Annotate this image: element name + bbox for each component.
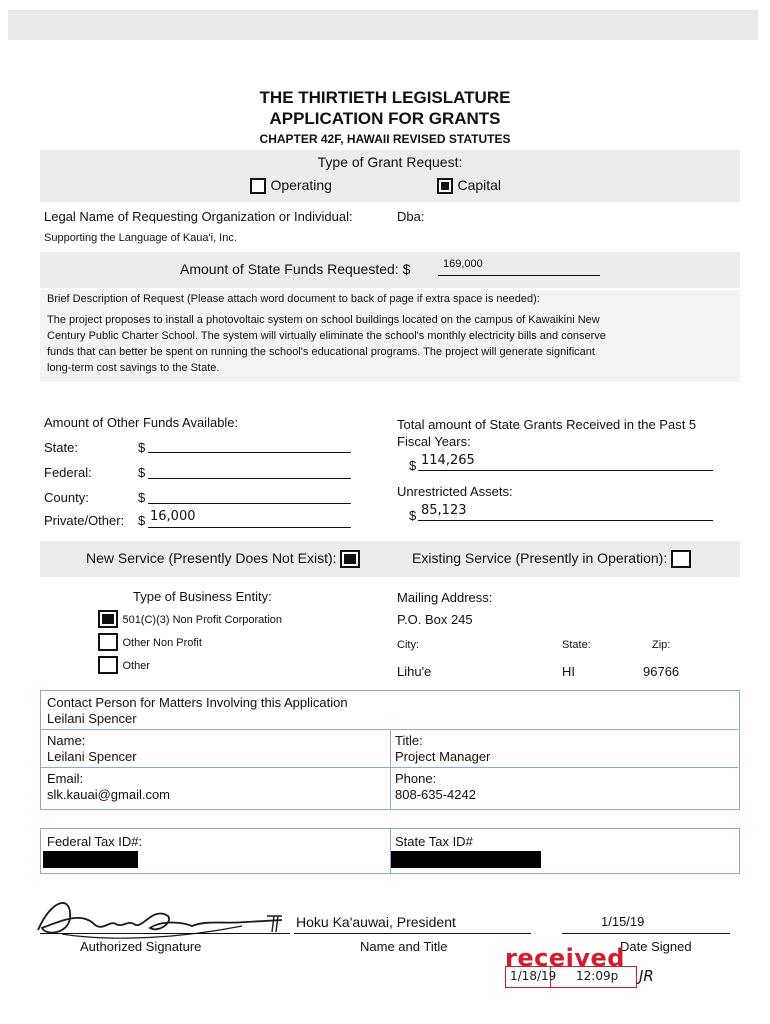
- description-line: Century Public Charter School. The system will virtually eliminate the school's monthly electricity bills and conserve: [47, 330, 606, 342]
- state-dollar: $: [138, 440, 146, 455]
- business-option-label: Other Non Profit: [122, 637, 202, 650]
- unrestricted-dollar: $: [409, 508, 417, 523]
- date-signed-value: 1/15/19: [601, 914, 645, 929]
- state-funds-label: State:: [44, 440, 78, 455]
- capital-option[interactable]: [437, 177, 501, 195]
- city-value: Lihu'e: [397, 664, 432, 679]
- state-funds-field[interactable]: [148, 452, 351, 453]
- mailing-address-label: Mailing Address:: [397, 590, 493, 605]
- zip-value: 96766: [643, 664, 680, 679]
- federal-funds-field[interactable]: [148, 478, 351, 479]
- received-time: 12:09p: [576, 969, 619, 983]
- unrestricted-assets-field[interactable]: [418, 520, 713, 521]
- contact-email-value: slk.kauai@gmail.com: [47, 787, 171, 802]
- county-funds-field[interactable]: [148, 503, 351, 504]
- description-section: [40, 290, 740, 382]
- federal-funds-label: Federal:: [44, 465, 92, 480]
- business-checkbox[interactable]: [98, 633, 118, 651]
- business-option-other-nonprofit[interactable]: [98, 633, 202, 651]
- federal-tax-id-label: Federal Tax ID#:: [47, 834, 143, 849]
- authorized-signature-label: Authorized Signature: [80, 939, 202, 954]
- name-title-value: Hoku Ka'auwai, President: [296, 914, 456, 930]
- handwritten-signature: [32, 890, 292, 945]
- contact-phone-value: 808-635-4242: [395, 787, 476, 802]
- grants-received-label-2: Fiscal Years:: [397, 434, 471, 449]
- grants-dollar: $: [409, 458, 417, 473]
- description-line: The project proposes to install a photovoltaic system on school buildings located on the campus of Kawaikini New: [47, 314, 600, 326]
- business-option-other[interactable]: [98, 656, 150, 674]
- capital-checkbox[interactable]: [437, 178, 453, 194]
- application-title: APPLICATION FOR GRANTS: [269, 109, 501, 128]
- business-option-label: Other: [122, 660, 150, 673]
- contact-title-label: Title:: [395, 733, 423, 748]
- new-service-label: New Service (Presently Does Not Exist):: [86, 550, 337, 566]
- grants-received-label: Total amount of State Grants Received in the Past 5: [397, 417, 697, 432]
- existing-service-checkbox[interactable]: [671, 550, 691, 568]
- amount-section: [40, 252, 740, 288]
- operating-option[interactable]: [250, 177, 332, 195]
- operating-checkbox[interactable]: [250, 178, 266, 194]
- grant-type-label: Type of Grant Request:: [317, 154, 463, 170]
- service-section: [40, 541, 740, 577]
- state-tax-id-label: State Tax ID#: [395, 834, 473, 849]
- org-name-label: Legal Name of Requesting Organization or Individual:: [44, 209, 353, 224]
- existing-service-label: Existing Service (Presently in Operation):: [412, 550, 668, 566]
- date-signed-label: Date Signed: [620, 939, 692, 954]
- name-title-label: Name and Title: [360, 939, 448, 954]
- contact-title-value: Project Manager: [395, 749, 491, 764]
- org-name-value: Supporting the Language of Kaua'i, Inc.: [44, 232, 237, 244]
- contact-divider: [41, 767, 738, 768]
- private-funds-field[interactable]: [148, 527, 351, 528]
- signature-line: [40, 933, 290, 934]
- business-checkbox[interactable]: [98, 656, 118, 674]
- description-line: funds that can better be spent on running the school's educational programs. The project will generate significant: [47, 346, 595, 358]
- name-title-line: [294, 933, 531, 934]
- county-funds-label: County:: [44, 490, 89, 505]
- unrestricted-assets-value: 85,123: [421, 503, 467, 518]
- state-value: HI: [562, 664, 575, 679]
- federal-tax-id-redaction: [43, 851, 138, 868]
- contact-vertical-divider: [390, 729, 391, 809]
- capital-label: Capital: [457, 177, 502, 193]
- state-tax-id-redaction: [391, 851, 541, 868]
- legislature-title: THE THIRTIETH LEGISLATURE: [259, 88, 511, 107]
- business-option-label: 501(C)(3) Non Profit Corporation: [122, 614, 283, 627]
- existing-service-option[interactable]: [412, 550, 691, 568]
- contact-header: Contact Person for Matters Involving this Application: [47, 695, 348, 710]
- contact-person: Leilani Spencer: [47, 711, 137, 726]
- contact-email-label: Email:: [47, 771, 84, 786]
- state-label: State:: [562, 639, 591, 651]
- scan-top-bar: [8, 10, 758, 40]
- description-label: Brief Description of Request (Please attach word document to back of page if extra space is needed):: [47, 293, 540, 305]
- amount-line: [438, 274, 600, 276]
- mailing-address-value: P.O. Box 245: [397, 612, 473, 627]
- contact-name-value: Leilani Spencer: [47, 749, 137, 764]
- amount-label: Amount of State Funds Requested: $: [180, 261, 411, 277]
- grants-received-value: 114,265: [421, 453, 475, 468]
- private-funds-label: Private/Other:: [44, 513, 125, 528]
- new-service-checkbox[interactable]: [340, 550, 360, 568]
- other-funds-label: Amount of Other Funds Available:: [44, 415, 239, 430]
- unrestricted-assets-label: Unrestricted Assets:: [397, 484, 513, 499]
- description-text: [47, 312, 606, 376]
- contact-phone-label: Phone:: [395, 771, 437, 786]
- zip-label: Zip:: [652, 639, 671, 651]
- private-dollar: $: [138, 513, 146, 528]
- chapter-subtitle: CHAPTER 42F, HAWAII REVISED STATUTES: [259, 132, 511, 146]
- grants-received-field[interactable]: [418, 470, 713, 471]
- tax-id-box: [40, 828, 740, 874]
- city-label: City:: [397, 639, 419, 651]
- received-initials: JR: [639, 967, 654, 985]
- private-funds-value: 16,000: [150, 509, 196, 524]
- business-entity-label: Type of Business Entity:: [133, 589, 272, 604]
- business-checkbox[interactable]: [98, 610, 118, 628]
- date-signed-line: [562, 933, 730, 934]
- business-option-501c3[interactable]: [98, 610, 282, 628]
- new-service-option[interactable]: [86, 550, 360, 568]
- federal-dollar: $: [138, 465, 146, 480]
- amount-value: 169,000: [443, 258, 483, 270]
- received-date: 1/18/19: [510, 969, 557, 983]
- received-stamp: received: [505, 944, 625, 972]
- received-stamp-box: [505, 966, 637, 988]
- description-line: long-term cost savings to the State.: [47, 362, 220, 374]
- county-dollar: $: [138, 490, 146, 505]
- contact-box: [40, 690, 740, 810]
- operating-label: Operating: [270, 177, 332, 193]
- dba-label: Dba:: [397, 209, 425, 224]
- contact-name-label: Name:: [47, 733, 86, 748]
- grant-type-section: [40, 150, 740, 202]
